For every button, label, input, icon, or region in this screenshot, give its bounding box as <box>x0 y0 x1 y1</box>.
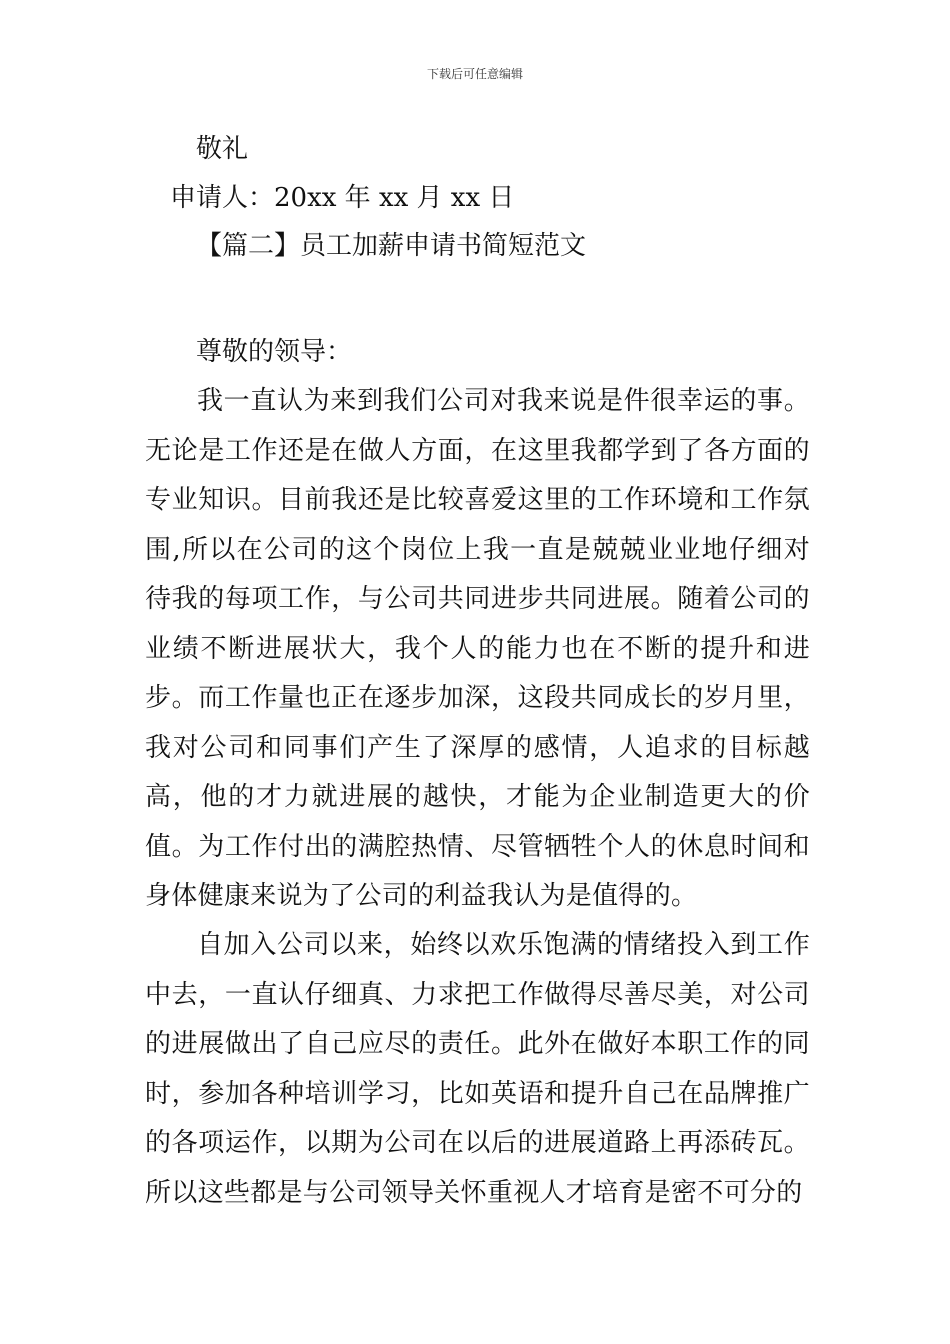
body-paragraph-2: 自加入公司以来，始终以欢乐饱满的情绪投入到工作中去，一直认仔细真、力求把工作做得尽善尽美，对公司的进展做出了自己应尽的责任。此外在做好本职工作的同时，参加各种培训学习，比如英语和提升自己在品牌推广的各项运作，以期为公司在以后的进展道路上再添砖瓦。所以这些都是与公司领导关怀重视人才培育是密不可分的 <box>145 930 810 1208</box>
letter-closing: 敬礼 <box>196 134 249 164</box>
body-paragraph-1: 我一直认为来到我们公司对我来说是件很幸运的事。无论是工作还是在做人方面，在这里我都学到了各方面的专业知识。目前我还是比较喜爱这里的工作环境和工作氛围,所以在公司的这个岗位上我一直是兢兢业业地仔细对待我的每项工作，与公司共同进步共同进展。随着公司的业绩不断进展状大，我个人的能力也在不断的提升和进步。而工作量也正在逐步加深，这段共同成长的岁月里，我对公司和同事们产生了深厚的感情，人追求的目标越高，他的才力就进展的越快，才能为企业制造更大的价值。为工作付出的满腔热情、尽管牺牲个人的休息时间和身体健康来说为了公司的利益我认为是值得的。 <box>145 386 810 911</box>
applicant-date-line: 申请人：20xx 年 xx 月 xx 日 <box>170 183 515 213</box>
section-title: 【篇二】员工加薪申请书简短范文 <box>196 231 587 261</box>
page-header-note: 下载后可任意编辑 <box>426 67 523 81</box>
salutation: 尊敬的领导： <box>196 337 353 367</box>
